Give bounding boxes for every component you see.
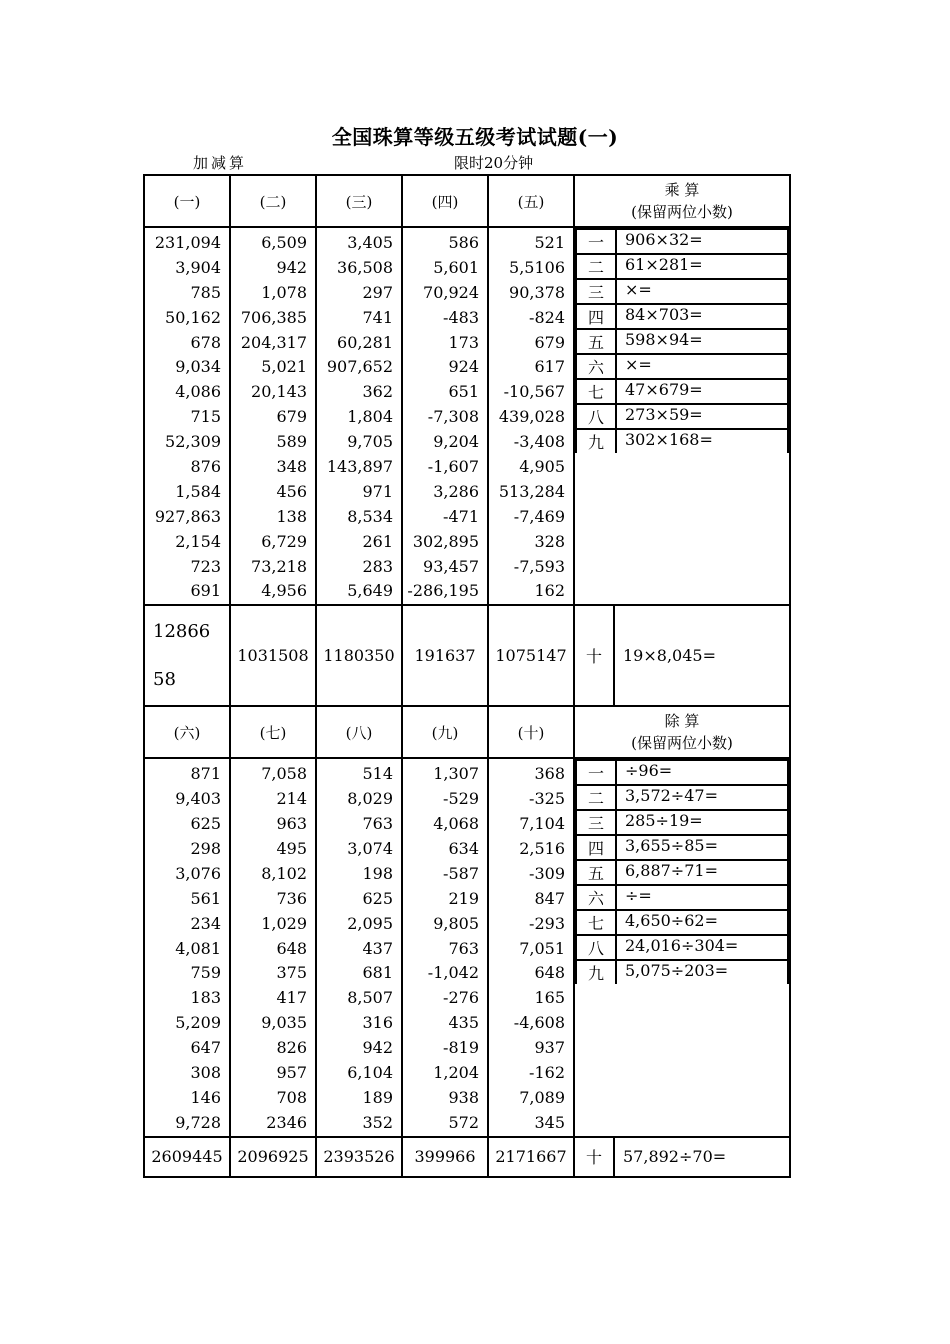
- col-header-1: (一): [144, 175, 230, 227]
- multiplication-row: [576, 329, 788, 354]
- number-entry: 5,649: [347, 581, 393, 601]
- number-entry: 3,076: [175, 863, 221, 883]
- number-entry: 183: [190, 988, 221, 1008]
- number-entry: 1,204: [433, 1063, 479, 1083]
- number-entry: -483: [443, 307, 479, 327]
- number-entry: 759: [190, 963, 221, 983]
- number-entry: 9,204: [433, 432, 479, 452]
- multiplication-expression: ×=: [616, 354, 788, 379]
- number-entry: -286,195: [407, 581, 479, 601]
- number-entry: 60,281: [337, 332, 393, 352]
- number-entry: -1,607: [427, 457, 479, 477]
- division-expression: 24,016÷304=: [616, 935, 788, 960]
- division-index-10: 十: [574, 1137, 614, 1177]
- division-row: [576, 760, 788, 785]
- division-list: [574, 758, 790, 1136]
- multiplication-title: 乘 算: [664, 181, 700, 199]
- col-header-2: (二): [230, 175, 316, 227]
- division-expression: 285÷19=: [616, 810, 788, 835]
- multiplication-expression: 61×281=: [616, 254, 788, 279]
- number-entry: 261: [362, 531, 393, 551]
- multiplication-row: [576, 279, 788, 304]
- total-10: 2171667: [488, 1137, 574, 1177]
- number-entry: 6,104: [347, 1063, 393, 1083]
- number-entry: 437: [362, 938, 393, 958]
- number-entry: 651: [448, 382, 479, 402]
- multiplication-index: 一: [576, 229, 616, 254]
- number-entry: 942: [362, 1038, 393, 1058]
- number-entry: 678: [190, 332, 221, 352]
- division-expression: 6,887÷71=: [616, 860, 788, 885]
- division-row: [576, 935, 788, 960]
- number-entry: 3,286: [433, 481, 479, 501]
- number-entry: 679: [276, 407, 307, 427]
- number-entry: 2,516: [519, 839, 565, 859]
- number-entry: 514: [362, 764, 393, 784]
- division-index: 三: [576, 810, 616, 835]
- number-entry: 93,457: [423, 556, 479, 576]
- multiplication-note: (保留两位小数): [631, 203, 733, 221]
- multiplication-index: 三: [576, 279, 616, 304]
- multiplication-row: [576, 354, 788, 379]
- number-entry: 9,805: [433, 913, 479, 933]
- division-row: [576, 885, 788, 910]
- number-entry: 6,509: [261, 233, 307, 252]
- number-entry: 5,021: [261, 357, 307, 377]
- number-entry: 4,956: [261, 581, 307, 601]
- division-index: 七: [576, 910, 616, 935]
- number-entry: 2,154: [175, 531, 221, 551]
- number-entry: 70,924: [423, 282, 479, 302]
- number-entry: 521: [534, 233, 565, 252]
- division-expression: 5,075÷203=: [616, 960, 788, 984]
- number-entry: -10,567: [503, 382, 565, 402]
- division-note: (保留两位小数): [631, 734, 733, 753]
- multiplication-index: 四: [576, 304, 616, 329]
- number-entry: 2,095: [347, 913, 393, 933]
- number-entry: 90,378: [509, 282, 565, 302]
- division-index: 一: [576, 760, 616, 785]
- number-entry: 234: [190, 913, 221, 933]
- multiplication-index: 九: [576, 429, 616, 453]
- number-column-4: [402, 227, 488, 605]
- number-entry: -587: [443, 863, 479, 883]
- number-entry: 308: [190, 1063, 221, 1083]
- number-column-6: [144, 758, 230, 1136]
- total-1: [144, 605, 230, 706]
- number-entry: 302,895: [412, 531, 479, 551]
- number-entry: 1,307: [433, 764, 479, 784]
- division-index: 四: [576, 835, 616, 860]
- number-entry: 3,904: [175, 257, 221, 277]
- col-header-5: (五): [488, 175, 574, 227]
- number-entry: 9,403: [175, 789, 221, 809]
- number-entry: 4,905: [519, 457, 565, 477]
- col-header-3: (三): [316, 175, 402, 227]
- number-entry: 625: [362, 888, 393, 908]
- number-entry: -162: [529, 1063, 565, 1083]
- division-expression: 4,650÷62=: [616, 910, 788, 935]
- number-entry: 2346: [266, 1112, 307, 1132]
- multiplication-expression: 47×679=: [616, 379, 788, 404]
- number-entry: 297: [362, 282, 393, 302]
- number-entry: 3,405: [347, 233, 393, 252]
- number-entry: 5,209: [175, 1013, 221, 1033]
- number-entry: 963: [276, 814, 307, 834]
- number-entry: 162: [534, 581, 565, 601]
- number-entry: 763: [448, 938, 479, 958]
- number-entry: 9,728: [175, 1112, 221, 1132]
- division-row: [576, 960, 788, 984]
- number-entry: 8,102: [261, 863, 307, 883]
- number-entry: 1,804: [347, 407, 393, 427]
- division-index: 八: [576, 935, 616, 960]
- division-expression: ÷96=: [616, 760, 788, 785]
- number-entry: 708: [276, 1087, 307, 1107]
- number-entry: 876: [190, 457, 221, 477]
- number-entry: -325: [529, 789, 565, 809]
- multiplication-expression: ×=: [616, 279, 788, 304]
- number-entry: 691: [190, 581, 221, 601]
- subtitle-add-subtract: 加减算: [193, 154, 248, 172]
- number-entry: -471: [443, 506, 479, 526]
- number-entry: 586: [448, 233, 479, 252]
- number-column-9: [402, 758, 488, 1136]
- total-6: 2609445: [144, 1137, 230, 1177]
- number-entry: 8,507: [347, 988, 393, 1008]
- number-entry: 625: [190, 814, 221, 834]
- division-index: 二: [576, 785, 616, 810]
- number-entry: -1,042: [427, 963, 479, 983]
- number-entry: 3,074: [347, 839, 393, 859]
- number-entry: -819: [443, 1038, 479, 1058]
- division-row: [576, 835, 788, 860]
- col-header-4: (四): [402, 175, 488, 227]
- col-header-9: (九): [402, 706, 488, 758]
- number-entry: -7,308: [427, 407, 479, 427]
- number-entry: 5,5106: [509, 257, 565, 277]
- number-entry: 52,309: [165, 432, 221, 452]
- number-entry: 138: [276, 506, 307, 526]
- division-expression: ÷=: [616, 885, 788, 910]
- multiplication-row: [576, 429, 788, 453]
- number-entry: 8,029: [347, 789, 393, 809]
- number-entry: 375: [276, 963, 307, 983]
- number-entry: 6,729: [261, 531, 307, 551]
- number-entry: -529: [443, 789, 479, 809]
- division-expression: 3,655÷85=: [616, 835, 788, 860]
- col-header-6: (六): [144, 706, 230, 758]
- number-entry: 561: [190, 888, 221, 908]
- number-entry: 9,034: [175, 357, 221, 377]
- number-entry: 352: [362, 1112, 393, 1132]
- number-entry: 198: [362, 863, 393, 883]
- number-entry: 971: [362, 481, 393, 501]
- number-entry: 7,058: [261, 764, 307, 784]
- division-header: [574, 706, 790, 758]
- number-entry: 165: [534, 988, 565, 1008]
- number-entry: 146: [190, 1087, 221, 1107]
- division-row: [576, 860, 788, 885]
- division-index: 九: [576, 960, 616, 984]
- multiplication-index: 五: [576, 329, 616, 354]
- division-index: 六: [576, 885, 616, 910]
- number-entry: 617: [534, 357, 565, 377]
- number-entry: -7,469: [513, 506, 565, 526]
- division-row: [576, 810, 788, 835]
- exam-table: [143, 174, 791, 1178]
- number-entry: 4,068: [433, 814, 479, 834]
- number-column-1: [144, 227, 230, 605]
- multiplication-list: [574, 227, 790, 605]
- number-entry: 348: [276, 457, 307, 477]
- number-entry: 937: [534, 1038, 565, 1058]
- total-3: 1180350: [316, 605, 402, 706]
- number-entry: 5,601: [433, 257, 479, 277]
- multiplication-index: 二: [576, 254, 616, 279]
- number-entry: 648: [534, 963, 565, 983]
- number-entry: 741: [362, 307, 393, 327]
- total-7: 2096925: [230, 1137, 316, 1177]
- number-entry: 847: [534, 888, 565, 908]
- number-entry: 495: [276, 839, 307, 859]
- number-entry: 204,317: [240, 332, 307, 352]
- multiplication-expression: 302×168=: [616, 429, 788, 453]
- number-entry: 907,652: [326, 357, 393, 377]
- number-entry: 927,863: [154, 506, 221, 526]
- number-entry: 328: [534, 531, 565, 551]
- division-row: [576, 910, 788, 935]
- number-entry: 723: [190, 556, 221, 576]
- number-entry: 706,385: [240, 307, 307, 327]
- total-1-text: 1286658: [153, 620, 211, 690]
- number-entry: 368: [534, 764, 565, 784]
- division-row: [576, 785, 788, 810]
- multiplication-expression: 84×703=: [616, 304, 788, 329]
- number-entry: 143,897: [326, 457, 393, 477]
- number-entry: 785: [190, 282, 221, 302]
- total-4: 191637: [402, 605, 488, 706]
- multiplication-index: 六: [576, 354, 616, 379]
- number-entry: 439,028: [498, 407, 565, 427]
- number-entry: 938: [448, 1087, 479, 1107]
- number-entry: 7,051: [519, 938, 565, 958]
- number-entry: 456: [276, 481, 307, 501]
- multiplication-index: 七: [576, 379, 616, 404]
- multiplication-index: 八: [576, 404, 616, 429]
- division-expr-10: 57,892÷70=: [614, 1137, 790, 1177]
- number-entry: 20,143: [251, 382, 307, 402]
- number-entry: -824: [529, 307, 565, 327]
- number-entry: 572: [448, 1112, 479, 1132]
- division-index: 五: [576, 860, 616, 885]
- number-entry: 362: [362, 382, 393, 402]
- number-entry: 36,508: [337, 257, 393, 277]
- number-entry: 634: [448, 839, 479, 859]
- col-header-7: (七): [230, 706, 316, 758]
- number-entry: 214: [276, 789, 307, 809]
- number-entry: 435: [448, 1013, 479, 1033]
- number-entry: 942: [276, 257, 307, 277]
- number-entry: 283: [362, 556, 393, 576]
- number-entry: 826: [276, 1038, 307, 1058]
- number-entry: 681: [362, 963, 393, 983]
- multiplication-index-10: 十: [574, 605, 614, 706]
- number-entry: -3,408: [513, 432, 565, 452]
- multiplication-expression: 906×32=: [616, 229, 788, 254]
- number-column-7: [230, 758, 316, 1136]
- number-entry: -7,593: [513, 556, 565, 576]
- number-entry: 9,035: [261, 1013, 307, 1033]
- multiplication-row: [576, 404, 788, 429]
- page-title: 全国珠算等级五级考试试题(一): [331, 125, 619, 149]
- number-entry: 345: [534, 1112, 565, 1132]
- number-entry: 1,078: [261, 282, 307, 302]
- total-9: 399966: [402, 1137, 488, 1177]
- number-entry: 7,104: [519, 814, 565, 834]
- multiplication-row: [576, 379, 788, 404]
- number-entry: 1,584: [175, 481, 221, 501]
- multiplication-header: [574, 175, 790, 227]
- number-entry: -309: [529, 863, 565, 883]
- number-entry: -276: [443, 988, 479, 1008]
- number-entry: 924: [448, 357, 479, 377]
- number-entry: 513,284: [498, 481, 565, 501]
- multiplication-row: [576, 229, 788, 254]
- number-column-3: [316, 227, 402, 605]
- number-entry: 4,081: [175, 938, 221, 958]
- number-entry: 298: [190, 839, 221, 859]
- number-column-10: [488, 758, 574, 1136]
- number-entry: 4,086: [175, 382, 221, 402]
- number-entry: -293: [529, 913, 565, 933]
- multiplication-expression: 273×59=: [616, 404, 788, 429]
- number-entry: 648: [276, 938, 307, 958]
- number-entry: 173: [448, 332, 479, 352]
- number-entry: 871: [190, 764, 221, 784]
- col-header-8: (八): [316, 706, 402, 758]
- subtitle-time-limit: 限时20分钟: [454, 154, 534, 172]
- number-entry: 9,705: [347, 432, 393, 452]
- number-entry: 231,094: [154, 233, 221, 252]
- number-entry: 73,218: [251, 556, 307, 576]
- total-8: 2393526: [316, 1137, 402, 1177]
- number-entry: -4,608: [513, 1013, 565, 1033]
- number-column-2: [230, 227, 316, 605]
- number-entry: 50,162: [165, 307, 221, 327]
- number-entry: 679: [534, 332, 565, 352]
- total-2: 1031508: [230, 605, 316, 706]
- division-expression: 3,572÷47=: [616, 785, 788, 810]
- number-entry: 8,534: [347, 506, 393, 526]
- number-entry: 647: [190, 1038, 221, 1058]
- number-entry: 417: [276, 988, 307, 1008]
- number-entry: 219: [448, 888, 479, 908]
- number-column-8: [316, 758, 402, 1136]
- multiplication-row: [576, 254, 788, 279]
- number-entry: 316: [362, 1013, 393, 1033]
- number-entry: 736: [276, 888, 307, 908]
- division-title: 除 算: [664, 712, 700, 731]
- multiplication-expression: 598×94=: [616, 329, 788, 354]
- number-entry: 589: [276, 432, 307, 452]
- number-entry: 763: [362, 814, 393, 834]
- number-entry: 7,089: [519, 1087, 565, 1107]
- total-5: 1075147: [488, 605, 574, 706]
- col-header-10: (十): [488, 706, 574, 758]
- multiplication-row: [576, 304, 788, 329]
- multiplication-expr-10: 19×8,045=: [614, 605, 790, 706]
- number-entry: 957: [276, 1063, 307, 1083]
- number-entry: 1,029: [261, 913, 307, 933]
- number-entry: 189: [362, 1087, 393, 1107]
- number-entry: 715: [190, 407, 221, 427]
- number-column-5: [488, 227, 574, 605]
